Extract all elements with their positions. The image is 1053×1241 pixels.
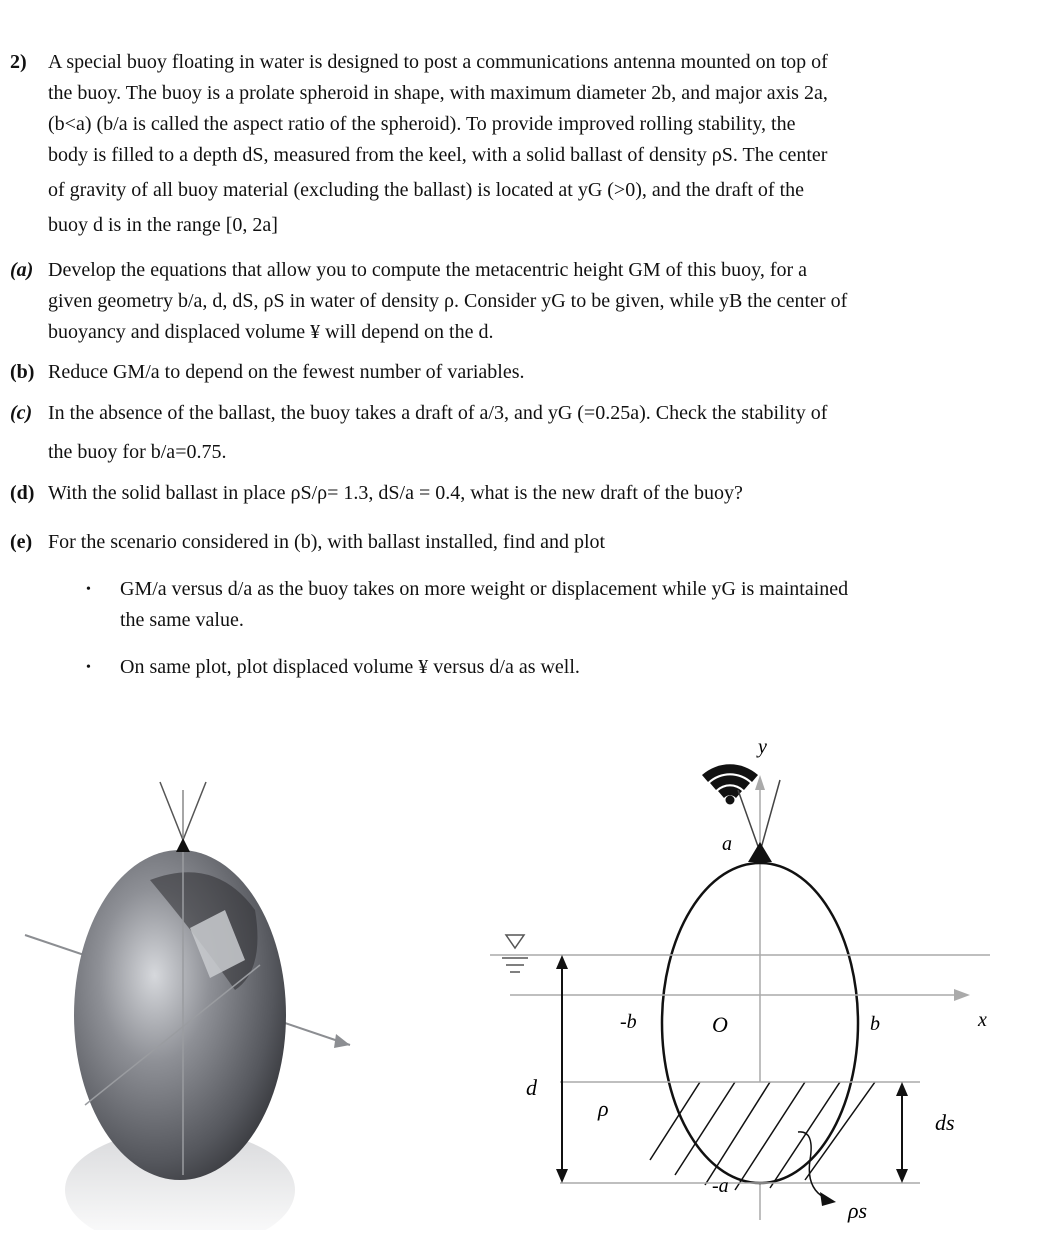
intro-line-6: buoy d is in the range [0, 2a] — [48, 214, 278, 236]
part-c-label: (c) — [10, 402, 33, 424]
ballast-hatch — [650, 863, 875, 1190]
label-ds: ds — [935, 1110, 955, 1135]
bullet-1-line-1: GM/a versus d/a as the buoy takes on more weight or displacement while yG is maintained — [120, 578, 849, 600]
antenna-base — [176, 838, 190, 852]
bullet-dot-1: • — [86, 582, 91, 597]
part-b-line-1: Reduce GM/a to depend on the fewest number of variables. — [48, 361, 525, 383]
label-x: x — [978, 1009, 987, 1031]
part-c-line-1: In the absence of the ballast, the buoy takes a draft of a/3, and yG (=0.25a). Check the stability of — [48, 402, 828, 424]
label-d: d — [526, 1075, 537, 1100]
antenna-right — [183, 782, 206, 840]
bullet-item-1 — [86, 574, 1026, 636]
label-neg-a: -a — [712, 1175, 729, 1197]
intro-line-1: A special buoy floating in water is designed to post a communications antenna mounted on top of — [48, 51, 828, 73]
buoy-3d-illustration — [0, 760, 480, 1230]
part-a — [10, 255, 1040, 348]
part-c-line-2: the buoy for b/a=0.75. — [48, 441, 227, 463]
part-d — [10, 478, 1040, 509]
part-c — [10, 398, 1040, 468]
part-a-label: (a) — [10, 259, 34, 281]
x-axis-arrowhead — [954, 989, 970, 1001]
intro-line-3: (b<a) (b/a is called the aspect ratio of the spheroid). To provide improved rolling stability, the — [48, 113, 796, 135]
antenna-left — [160, 782, 183, 840]
part-e — [10, 527, 1040, 558]
part-b-label: (b) — [10, 361, 35, 383]
water-surface-icon — [502, 935, 528, 972]
antenna-right-line — [760, 780, 780, 852]
ballast-depth-arrow-bottom — [896, 1169, 908, 1183]
problem-intro — [10, 47, 1040, 241]
label-neg-b: -b — [620, 1011, 637, 1033]
buoy-schematic-diagram — [480, 720, 1053, 1230]
intro-line-4: body is filled to a depth dS, measured from the keel, with a solid ballast of density ρS. The center — [48, 144, 828, 166]
bullet-item-2 — [86, 652, 1026, 683]
label-a: a — [722, 833, 732, 855]
label-y: y — [758, 736, 767, 758]
draft-arrow-top — [556, 955, 568, 969]
ballast-depth-arrow-top — [896, 1082, 908, 1096]
antenna-mount — [748, 842, 772, 862]
label-origin: O — [712, 1012, 728, 1037]
ballast-density-arrowhead — [820, 1192, 836, 1206]
part-d-label: (d) — [10, 482, 35, 504]
intro-line-5: of gravity of all buoy material (excluding the ballast) is located at yG (>0), and the draft of the — [48, 179, 805, 201]
wifi-signal-icon — [702, 764, 758, 804]
part-e-line-1: For the scenario considered in (b), with ballast installed, find and plot — [48, 531, 606, 553]
problem-number: 2) — [10, 51, 27, 73]
y-axis-arrowhead — [755, 775, 765, 790]
axis-arrow-head — [334, 1034, 350, 1048]
part-a-line-2: given geometry b/a, d, dS, ρS in water of density ρ. Consider yG to be given, while yB the center of — [48, 290, 848, 312]
intro-line-2: the buoy. The buoy is a prolate spheroid in shape, with maximum diameter 2b, and major axis 2a, — [48, 82, 828, 104]
bullet-2-line-1: On same plot, plot displaced volume ¥ versus d/a as well. — [120, 656, 580, 678]
antenna-left-line — [738, 790, 760, 852]
part-b — [10, 357, 1040, 388]
label-b: b — [870, 1013, 880, 1035]
part-a-line-1: Develop the equations that allow you to compute the metacentric height GM of this buoy, for a — [48, 259, 808, 281]
bullet-1-line-2: the same value. — [120, 609, 244, 631]
draft-arrow-bottom — [556, 1169, 568, 1183]
label-rho: ρ — [598, 1096, 609, 1121]
part-a-line-3: buoyancy and displaced volume ¥ will depend on the d. — [48, 321, 494, 343]
label-rho-s: ρs — [848, 1198, 868, 1223]
bullet-dot-2: • — [86, 660, 91, 675]
part-e-label: (e) — [10, 531, 33, 553]
part-d-line-1: With the solid ballast in place ρS/ρ= 1.3, dS/a = 0.4, what is the new draft of the buoy? — [48, 482, 743, 504]
